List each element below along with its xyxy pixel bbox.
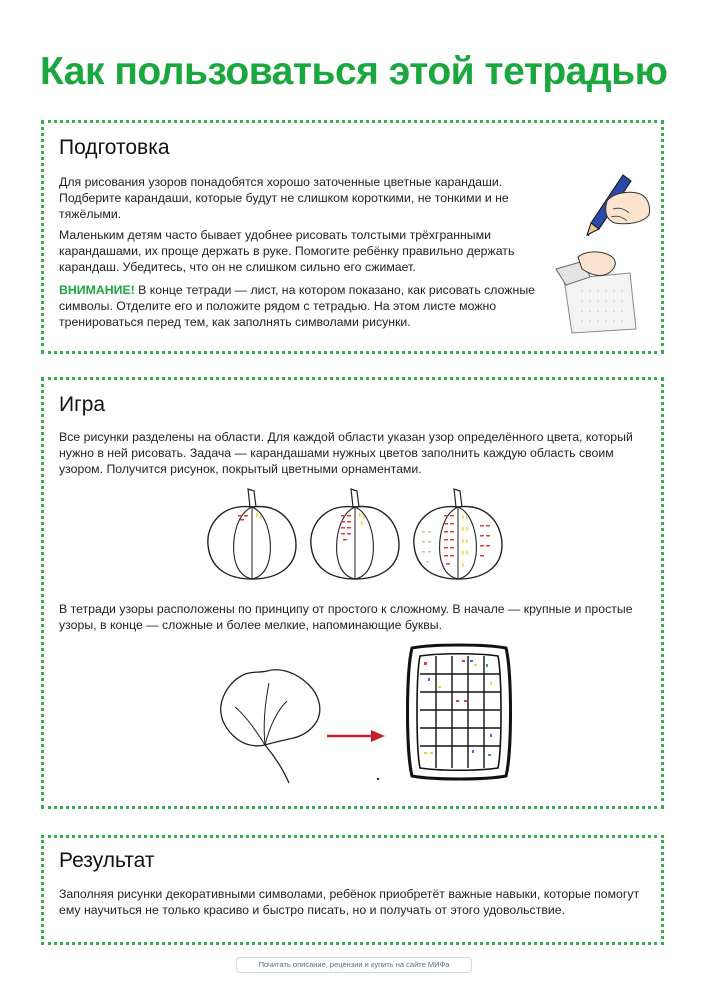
paragraph: В тетради узоры расположены по принципу от простого к сложному. В начале — крупные и простые узоры, в конце — сложные и более мелкие, напоминающие буквы. bbox=[59, 602, 633, 632]
patterned-grid-illustration bbox=[404, 642, 514, 782]
section-game bbox=[41, 377, 664, 809]
paragraph: Для рисования узоров понадобятся хорошо заточенные цветные карандаши. Подберите карандаши, которые будут не слишком короткими, не тонкими и не тяжёлыми. bbox=[59, 175, 509, 221]
section-heading: Подготовка bbox=[59, 136, 170, 159]
section-preparation bbox=[41, 120, 664, 354]
warning-label: ВНИМАНИЕ! bbox=[59, 283, 135, 297]
page-title: Как пользоваться этой тетрадью bbox=[40, 50, 668, 93]
hand-pencil-illustration bbox=[571, 163, 651, 243]
pumpkin-outline-illustration bbox=[204, 485, 300, 585]
section-heading: Игра bbox=[59, 393, 106, 416]
paragraph: Заполняя рисунки декоративными символами, ребёнок приобретёт важные навыки, которые помогут ему научиться не только красиво и быстро писать, но и получать от этого удовольствие. bbox=[59, 887, 640, 917]
paragraph: Маленьким детям часто бывает удобнее рисовать толстыми трёхгранными карандашами, их проще держать в руке. Помогите ребёнку правильно держать карандаш. Убедитесь, что он не слишком сильно его сжимает. bbox=[59, 228, 515, 274]
arrow-right-icon bbox=[327, 729, 387, 743]
dot-mark bbox=[377, 778, 379, 780]
section-heading: Результат bbox=[59, 849, 155, 872]
section-result bbox=[41, 835, 664, 945]
pumpkin-partial-illustration bbox=[307, 485, 403, 585]
practice-sheet-illustration bbox=[554, 251, 644, 336]
warning-paragraph bbox=[59, 282, 549, 330]
warning-text: В конце тетради — лист, на котором показано, как рисовать сложные символы. Отделите его и положите рядом с тетрадью. На этом листе можно тренироваться перед тем, как заполнять символами рисунки. bbox=[59, 283, 535, 329]
footer-link[interactable]: Почитать описание, рецензии и купить на сайте МИФа bbox=[236, 957, 472, 973]
leaf-illustration bbox=[209, 665, 329, 785]
pumpkin-filled-illustration bbox=[410, 485, 506, 585]
paragraph: Все рисунки разделены на области. Для каждой области указан узор определённого цвета, который нужно в ней рисовать. Задача — карандашами нужных цветов заполнить каждую область своим узором. Получится рисунок, покрытый цветными орнаментами. bbox=[59, 430, 633, 476]
